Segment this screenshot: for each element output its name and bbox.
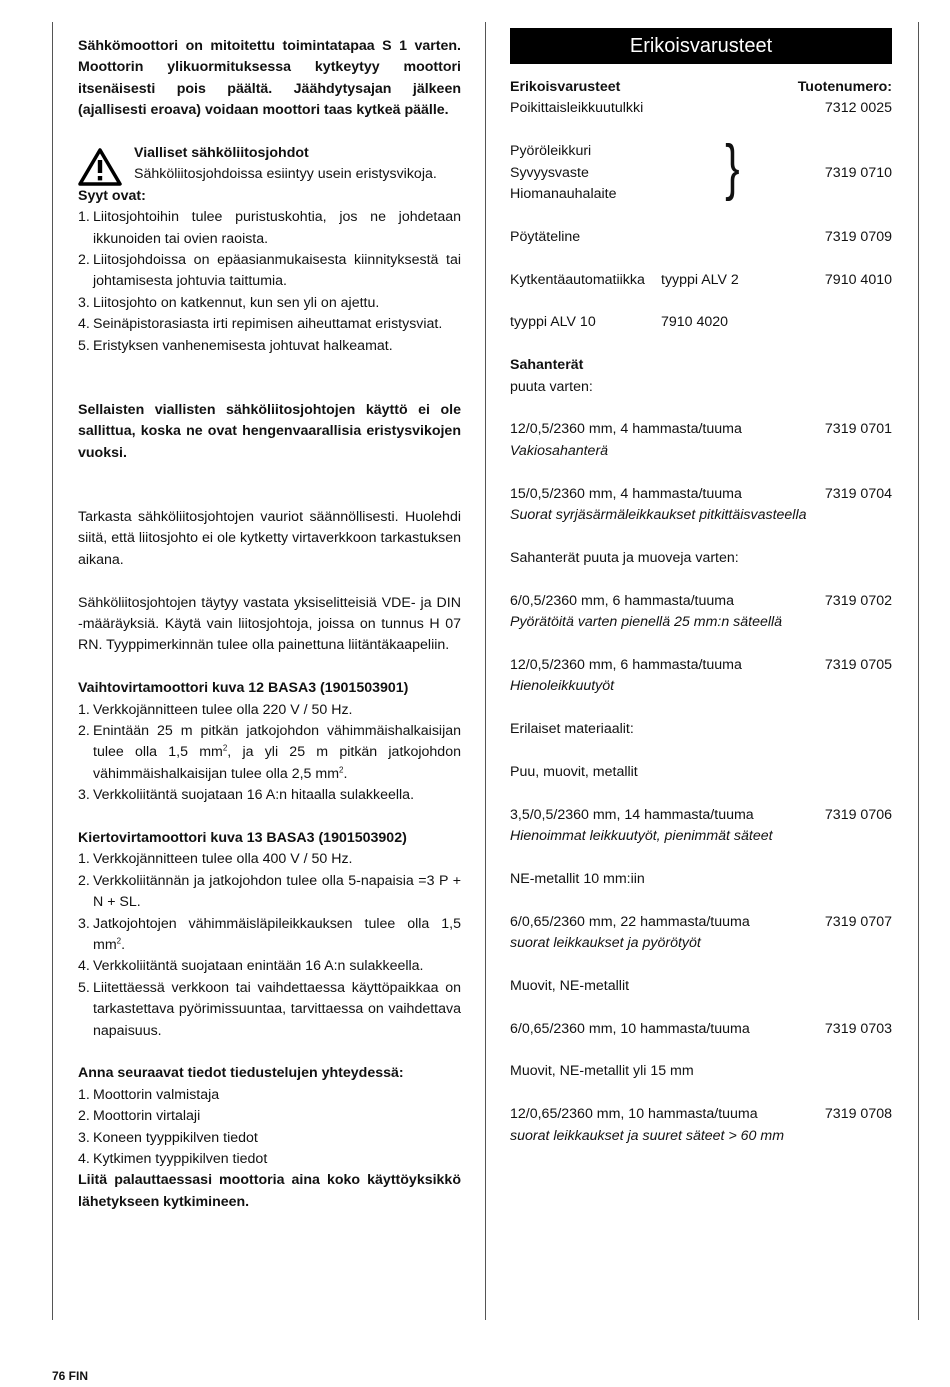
blades-wood-label: puuta varten: <box>510 378 593 395</box>
blade-note: Suorat syrjäsärmäleikkaukset pitkittäisvasteella <box>510 507 807 524</box>
blade-note: Hienoimmat leikkuutyöt, pienimmät säteet <box>510 828 773 845</box>
list-item: 3. Verkkoliitäntä suojataan 16 A:n hitaalla sulakkeella. <box>78 787 415 804</box>
curly-brace-icon: } <box>725 133 740 203</box>
accessory-row: Pöytäteline 7319 0709 <box>510 228 892 245</box>
ac-motor-title: Vaihtovirtamoottori kuva 12 BASA3 (1901503901) <box>78 680 409 697</box>
danger-note: Sellaisten viallisten sähköliitosjohtojen käyttö ei ole sallittua, koska ne ovat hengenvaarallisia eristysvikojen vuoksi. <box>78 401 461 461</box>
accessory-row: tyyppi ALV 10 7910 4020 <box>510 314 729 331</box>
info-list <box>78 1085 461 1171</box>
blade-note: suorat leikkaukset ja pyörötyöt <box>510 935 701 952</box>
list-item: 3. Liitosjohto on katkennut, kun sen yli on ajettu. <box>78 294 380 311</box>
accessory-row: Poikittaisleikkuutulkki 7312 0025 <box>510 100 892 117</box>
list-item: 1. Moottorin valmistaja <box>78 1086 220 1103</box>
section-header: Erikoisvarusteet <box>510 28 892 64</box>
list-item: 4. Seinäpistorasiasta irti repimisen aiheuttamat eristysviat. <box>78 316 443 333</box>
accessory-group: Pyöröleikkuri Syvyysvaste Hiomanauhalaite } 7319 0710 <box>510 133 892 203</box>
list-item: 5. Liitettäessä verkkoon tai vaihdettaessa käyttöpaikkaa on tarkastettava pyörimissuuntaa, tarvittaessa on vaihdettava napaisuus. <box>78 979 461 1039</box>
table-header-row <box>510 77 892 98</box>
ac-motor-list <box>78 700 461 807</box>
causes-list <box>78 207 461 357</box>
blade-row: 12/0,65/2360 mm, 10 hammasta/tuuma 7319 0708 <box>510 1106 892 1123</box>
list-item: 1. Verkkojännitteen tulee olla 220 V / 50 Hz. <box>78 701 353 718</box>
blades-title: Sahanterät <box>510 357 584 374</box>
motor-intro: Sähkömoottori on mitoitettu toimintatapaa S 1 varten. Moottorin ylikuormituksessa kytkeytyy moottori itsenäisesti pois päältä. Jäähdytysajan jälkeen (ajallisesti eroava) voidaan moottori taas kytkeä päälle. <box>78 38 461 119</box>
blade-row: 6/0,65/2360 mm, 22 hammasta/tuuma 7319 0707 <box>510 913 892 930</box>
list-item: 1. Liitosjohtoihin tulee puristuskohtia, jos ne johdetaan ikkunoiden tai ovien raoista. <box>78 209 461 247</box>
accessory-row: Kytkentäautomatiikka tyyppi ALV 2 7910 4010 <box>510 271 892 288</box>
warning-text: Sähköliitosjohdoissa esiintyy usein eristysvikoja. <box>134 166 437 183</box>
materials-list: Puu, muovit, metallit <box>510 763 638 780</box>
blades-wood-plastic-label: Sahanterät puuta ja muoveja varten: <box>510 549 739 566</box>
left-column <box>78 36 461 1213</box>
list-item: 2. Moottorin virtalaji <box>78 1108 201 1125</box>
warning-block <box>78 143 461 186</box>
blade-note: Pyörätöitä varten pienellä 25 mm:n säteellä <box>510 614 783 631</box>
blade-row: 6/0,5/2360 mm, 6 hammasta/tuuma 7319 0702 <box>510 592 892 609</box>
causes-title: Syyt ovat: <box>78 187 146 204</box>
list-item: 2. Verkkoliitännän ja jatkojohdon tulee olla 5-napaisia =3 P + N + SL. <box>78 872 461 911</box>
column-divider-rule <box>485 22 486 1320</box>
three-phase-motor-title: Kiertovirtamoottori kuva 13 BASA3 (1901503902) <box>78 829 407 846</box>
blade-note: Hienoleikkuutyöt <box>510 678 615 695</box>
blade-note: Vakiosahanterä <box>510 442 609 459</box>
list-item: 3. Koneen tyyppikilven tiedot <box>78 1129 258 1146</box>
group-number: 7319 0710 <box>824 164 892 181</box>
list-item: 5. Eristyksen vanhenemisesta johtuvat halkeamat. <box>78 337 393 354</box>
info-title: Anna seuraavat tiedot tiedustelujen yhteydessä: <box>78 1065 404 1082</box>
check-paragraph: Tarkasta sähköliitosjohtojen vauriot säännöllisesti. Huolehdi siitä, että liitosjohto ei ole kytketty virtaverkkoon tarkastuksen aikana. <box>78 508 461 568</box>
list-item: 4. Kytkimen tyyppikilven tiedot <box>78 1151 268 1168</box>
blade-row: 12/0,5/2360 mm, 6 hammasta/tuuma 7319 0705 <box>510 656 892 673</box>
list-item: 2. Liitosjohdoissa on epäasianmukaisesta kiinnityksestä tai johtamisesta johtuvia taittumia. <box>78 252 461 290</box>
list-item: 4. Verkkoliitäntä suojataan enintään 16 A:n sulakkeella. <box>78 958 424 975</box>
right-column <box>510 36 892 1147</box>
column-header-number: Tuotenumero: <box>797 79 892 95</box>
list-item: 1. Verkkojännitteen tulee olla 400 V / 50 Hz. <box>78 851 353 868</box>
plastic-ne15-label: Muovit, NE-metallit yli 15 mm <box>510 1063 694 1080</box>
various-materials-label: Erilaiset materiaalit: <box>510 721 634 738</box>
right-margin-rule <box>918 22 919 1320</box>
blade-row: 12/0,5/2360 mm, 4 hammasta/tuuma 7319 0701 <box>510 421 892 438</box>
list-item: 3. Jatkojohtojen vähimmäisläpileikkauksen tulee olla 1,5 $mm^2$. <box>78 915 461 953</box>
blade-row: 15/0,5/2360 mm, 4 hammasta/tuuma 7319 0704 <box>510 485 892 502</box>
page-number: 76 FIN <box>52 1369 89 1383</box>
warning-title: Vialliset sähköliitosjohdot <box>134 145 309 162</box>
standards-paragraph: Sähköliitosjohtojen täytyy vastata yksiselitteisiä VDE- ja DIN -määräyksiä. Käytä vain liitosjohtoja, joissa on tunnus H 07 RN. Tyyppimerkinnän tulee olla painettuna liitäntäkaapeliin. <box>78 594 461 654</box>
column-header-item: Erikoisvarusteet <box>510 79 621 95</box>
blade-row: 3,5/0,5/2360 mm, 14 hammasta/tuuma 7319 0706 <box>510 806 892 823</box>
ne-metals-label: NE-metallit 10 mm:iin <box>510 870 645 887</box>
blade-row: 6/0,65/2360 mm, 10 hammasta/tuuma 7319 0703 <box>510 1020 892 1037</box>
blade-note: suorat leikkaukset ja suuret säteet > 60 mm <box>510 1127 785 1144</box>
left-margin-rule <box>52 22 53 1320</box>
plastic-ne-label: Muovit, NE-metallit <box>510 977 630 994</box>
three-phase-list <box>78 849 461 1042</box>
return-note: Liitä palauttaessasi moottoria aina koko käyttöyksikkö lähetykseen kytkimineen. <box>78 1172 461 1210</box>
list-item: 2. Enintään 25 m pitkän jatkojohdon vähimmäishalkaisijan tulee olla 1,5 $mm^2$, ja yli 25 m pitkän jatkojohdon vähimmäishalkaisijan tulee olla 2,5 $mm^2$. <box>78 722 461 782</box>
warning-triangle-icon <box>78 148 122 186</box>
